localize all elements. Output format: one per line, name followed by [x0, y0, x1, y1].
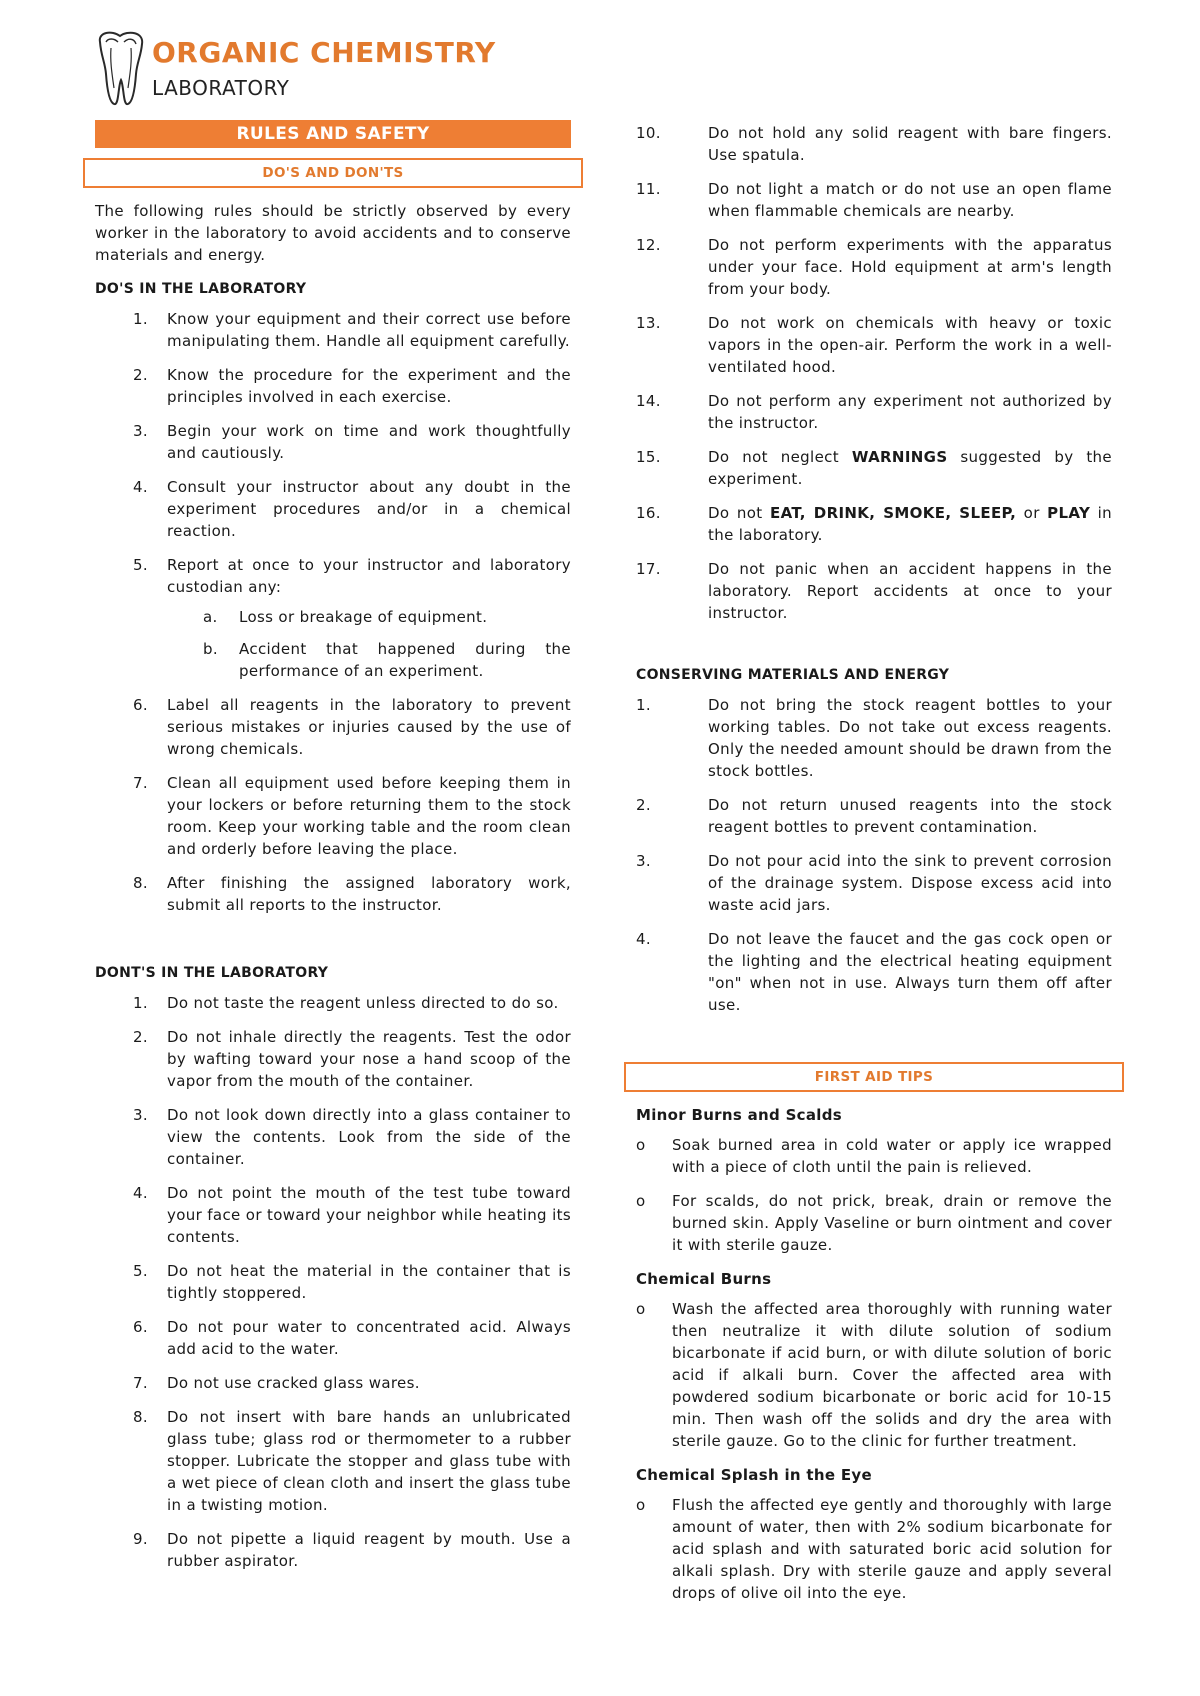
item-number: 9.	[133, 1530, 149, 1548]
item-number: 1.	[133, 310, 149, 328]
item-text: Label all reagents in the laboratory to prevent serious mistakes or injuries caused by the use of wrong chemicals.	[167, 696, 571, 758]
list-item	[636, 234, 1112, 300]
item-number: 8.	[133, 1408, 149, 1426]
list-item	[95, 1182, 571, 1248]
header	[90, 28, 570, 110]
item-number: 8.	[133, 874, 149, 892]
first-aid-heading: Minor Burns and Scalds	[636, 1106, 842, 1124]
list-item	[95, 1406, 571, 1516]
list-item	[636, 928, 1112, 1016]
item-text: Do not bring the stock reagent bottles to your working tables. Do not take out excess reagents. Only the needed amount should be drawn from the stock bottles.	[708, 696, 1112, 780]
item-number: 13.	[636, 314, 661, 332]
first-aid-list	[636, 1298, 1112, 1452]
item-text: Do not panic when an accident happens in the laboratory. Report accidents at once to your instructor.	[708, 560, 1112, 622]
item-number: 11.	[636, 180, 661, 198]
first-aid-heading: Chemical Burns	[636, 1270, 772, 1288]
donts-list-part1	[95, 992, 571, 1572]
list-item	[95, 772, 571, 860]
conserving-list	[636, 694, 1112, 1016]
item-text: Do not leave the faucet and the gas cock open or the lighting and the electrical heating equipment "on" when not in use. Always turn them off after use.	[708, 930, 1112, 1014]
list-item	[636, 122, 1112, 166]
item-number: 3.	[133, 1106, 149, 1124]
list-item	[95, 694, 571, 760]
item-number: 7.	[133, 1374, 149, 1392]
item-number: 12.	[636, 236, 661, 254]
list-item	[95, 364, 571, 408]
first-aid-list	[636, 1134, 1112, 1256]
item-number: 4.	[636, 930, 652, 948]
list-item	[95, 554, 571, 682]
sub-list-item: b. Accident that happened during the performance of an experiment.	[203, 640, 571, 680]
item-text: Know your equipment and their correct use before manipulating them. Handle all equipment carefully.	[167, 310, 571, 350]
list-item	[636, 850, 1112, 916]
dos-list	[95, 308, 571, 916]
item-number: 14.	[636, 392, 661, 410]
list-item	[95, 992, 571, 1014]
list-item	[636, 502, 1112, 546]
tooth-icon	[90, 28, 152, 108]
item-text: Do not perform any experiment not authorized by the instructor.	[708, 392, 1112, 432]
item-text: Do not inhale directly the reagents. Test the odor by wafting toward your nose a hand scoop of the vapor from the mouth of the container.	[167, 1028, 571, 1090]
item-number: 2.	[133, 1028, 149, 1046]
item-text: Do not heat the material in the container that is tightly stoppered.	[167, 1262, 571, 1302]
donts-heading: DONT'S IN THE LABORATORY	[95, 965, 329, 981]
item-text: Do not return unused reagents into the stock reagent bottles to prevent contamination.	[708, 796, 1112, 836]
list-item	[95, 476, 571, 542]
item-number: 1.	[133, 994, 149, 1012]
item-text: Do not light a match or do not use an open flame when flammable chemicals are nearby.	[708, 180, 1112, 220]
left-column	[95, 120, 571, 1584]
first-aid-item: o Flush the affected eye gently and thoroughly with large amount of water, then with 2% sodium bicarbonate for acid splash and with saturated boric acid solution for alkali splash. Dry with sterile gauze and apply several drops of olive oil into the eye.	[636, 1496, 1112, 1602]
list-item	[636, 558, 1112, 624]
item-number: 5.	[133, 556, 149, 574]
list-item	[95, 1316, 571, 1360]
item-number: 15.	[636, 448, 661, 466]
item-text: Do not insert with bare hands an unlubricated glass tube; glass rod or thermometer to a rubber stopper. Lubricate the stopper and glass tube with a wet piece of clean cloth and insert the glass tube in a twisting motion.	[167, 1408, 571, 1514]
list-item	[95, 872, 571, 916]
item-text: Report at once to your instructor and laboratory custodian any:	[167, 556, 571, 596]
first-aid-item: o Soak burned area in cold water or apply ice wrapped with a piece of cloth until the pain is relieved.	[636, 1136, 1112, 1176]
dos-donts-banner: DO'S AND DON'TS	[83, 158, 583, 188]
item-text: Consult your instructor about any doubt in the experiment procedures and/or in a chemical reaction.	[167, 478, 571, 540]
brand-subtitle: LABORATORY	[152, 76, 290, 100]
item-number: 6.	[133, 1318, 149, 1336]
item-number: 10.	[636, 124, 661, 142]
item-text: Begin your work on time and work thoughtfully and cautiously.	[167, 422, 571, 462]
item-text: Do not pour acid into the sink to prevent corrosion of the drainage system. Dispose excess acid into waste acid jars.	[708, 852, 1112, 914]
item-number: 2.	[133, 366, 149, 384]
sub-list-item: a. Loss or breakage of equipment.	[203, 608, 488, 626]
item-text: Do not pipette a liquid reagent by mouth. Use a rubber aspirator.	[167, 1530, 571, 1570]
item-number: 5.	[133, 1262, 149, 1280]
list-item	[95, 308, 571, 352]
first-aid-list	[636, 1494, 1112, 1604]
list-item	[636, 312, 1112, 378]
right-column	[636, 122, 1112, 1616]
item-number: 3.	[133, 422, 149, 440]
list-item	[636, 178, 1112, 222]
item-number: 16.	[636, 504, 661, 522]
list-item	[95, 1026, 571, 1092]
list-item	[636, 794, 1112, 838]
item-text: Do not work on chemicals with heavy or toxic vapors in the open-air. Perform the work in a well-ventilated hood.	[708, 314, 1112, 376]
first-aid-sections	[636, 1104, 1112, 1604]
first-aid-item: o Wash the affected area thoroughly with running water then neutralize it with dilute solution of sodium bicarbonate if acid burn, or with dilute solution of boric acid if alkali burn. Cover the affected area with powdered sodium bicarbonate or boric acid for 10-15 min. Then wash off the solids and dry the area with sterile gauze. Go to the clinic for further treatment.	[636, 1300, 1112, 1450]
dos-heading: DO'S IN THE LABORATORY	[95, 281, 307, 297]
item-number: 4.	[133, 1184, 149, 1202]
item-number: 2.	[636, 796, 652, 814]
item-text: Clean all equipment used before keeping them in your lockers or before returning them to the stock room. Keep your working table and the room clean and orderly before leaving the place.	[167, 774, 571, 858]
list-item	[636, 446, 1112, 490]
brand-title: ORGANIC CHEMISTRY	[152, 36, 496, 69]
list-item	[95, 1104, 571, 1170]
list-item	[636, 390, 1112, 434]
item-number: 1.	[636, 696, 652, 714]
item-text: Do not EAT, DRINK, SMOKE, SLEEP, or PLAY in the laboratory.	[708, 504, 1113, 544]
item-number: 7.	[133, 774, 149, 792]
item-text: Do not neglect WARNINGS suggested by the experiment.	[708, 448, 1112, 488]
list-item	[95, 1528, 571, 1572]
intro-paragraph: The following rules should be strictly observed by every worker in the laboratory to avoid accidents and to conserve materials and energy.	[95, 202, 571, 264]
item-number: 17.	[636, 560, 661, 578]
first-aid-banner: FIRST AID TIPS	[624, 1062, 1124, 1092]
item-text: Do not hold any solid reagent with bare fingers. Use spatula.	[708, 124, 1112, 164]
list-item	[636, 694, 1112, 782]
list-item	[95, 420, 571, 464]
item-text: Do not pour water to concentrated acid. Always add acid to the water.	[167, 1318, 571, 1358]
list-item	[95, 1260, 571, 1304]
item-text: Do not taste the reagent unless directed to do so.	[167, 994, 559, 1012]
rules-safety-banner: RULES AND SAFETY	[95, 120, 571, 148]
list-item	[95, 1372, 571, 1394]
item-text: Do not look down directly into a glass container to view the contents. Look from the side of the container.	[167, 1106, 571, 1168]
item-text: Know the procedure for the experiment and the principles involved in each exercise.	[167, 366, 571, 406]
item-text: After finishing the assigned laboratory work, submit all reports to the instructor.	[167, 874, 571, 914]
first-aid-item: o For scalds, do not prick, break, drain or remove the burned skin. Apply Vaseline or burn ointment and cover it with sterile gauze.	[636, 1192, 1112, 1254]
first-aid-heading: Chemical Splash in the Eye	[636, 1466, 872, 1484]
item-number: 4.	[133, 478, 149, 496]
item-number: 3.	[636, 852, 652, 870]
item-text: Do not point the mouth of the test tube toward your face or toward your neighbor while heating its contents.	[167, 1184, 571, 1246]
donts-list-part2	[636, 122, 1112, 624]
conserving-heading: CONSERVING MATERIALS AND ENERGY	[636, 667, 950, 683]
item-number: 6.	[133, 696, 149, 714]
sub-list	[167, 606, 571, 682]
item-text: Do not use cracked glass wares.	[167, 1374, 420, 1392]
item-text: Do not perform experiments with the apparatus under your face. Hold equipment at arm's length from your body.	[708, 236, 1112, 298]
